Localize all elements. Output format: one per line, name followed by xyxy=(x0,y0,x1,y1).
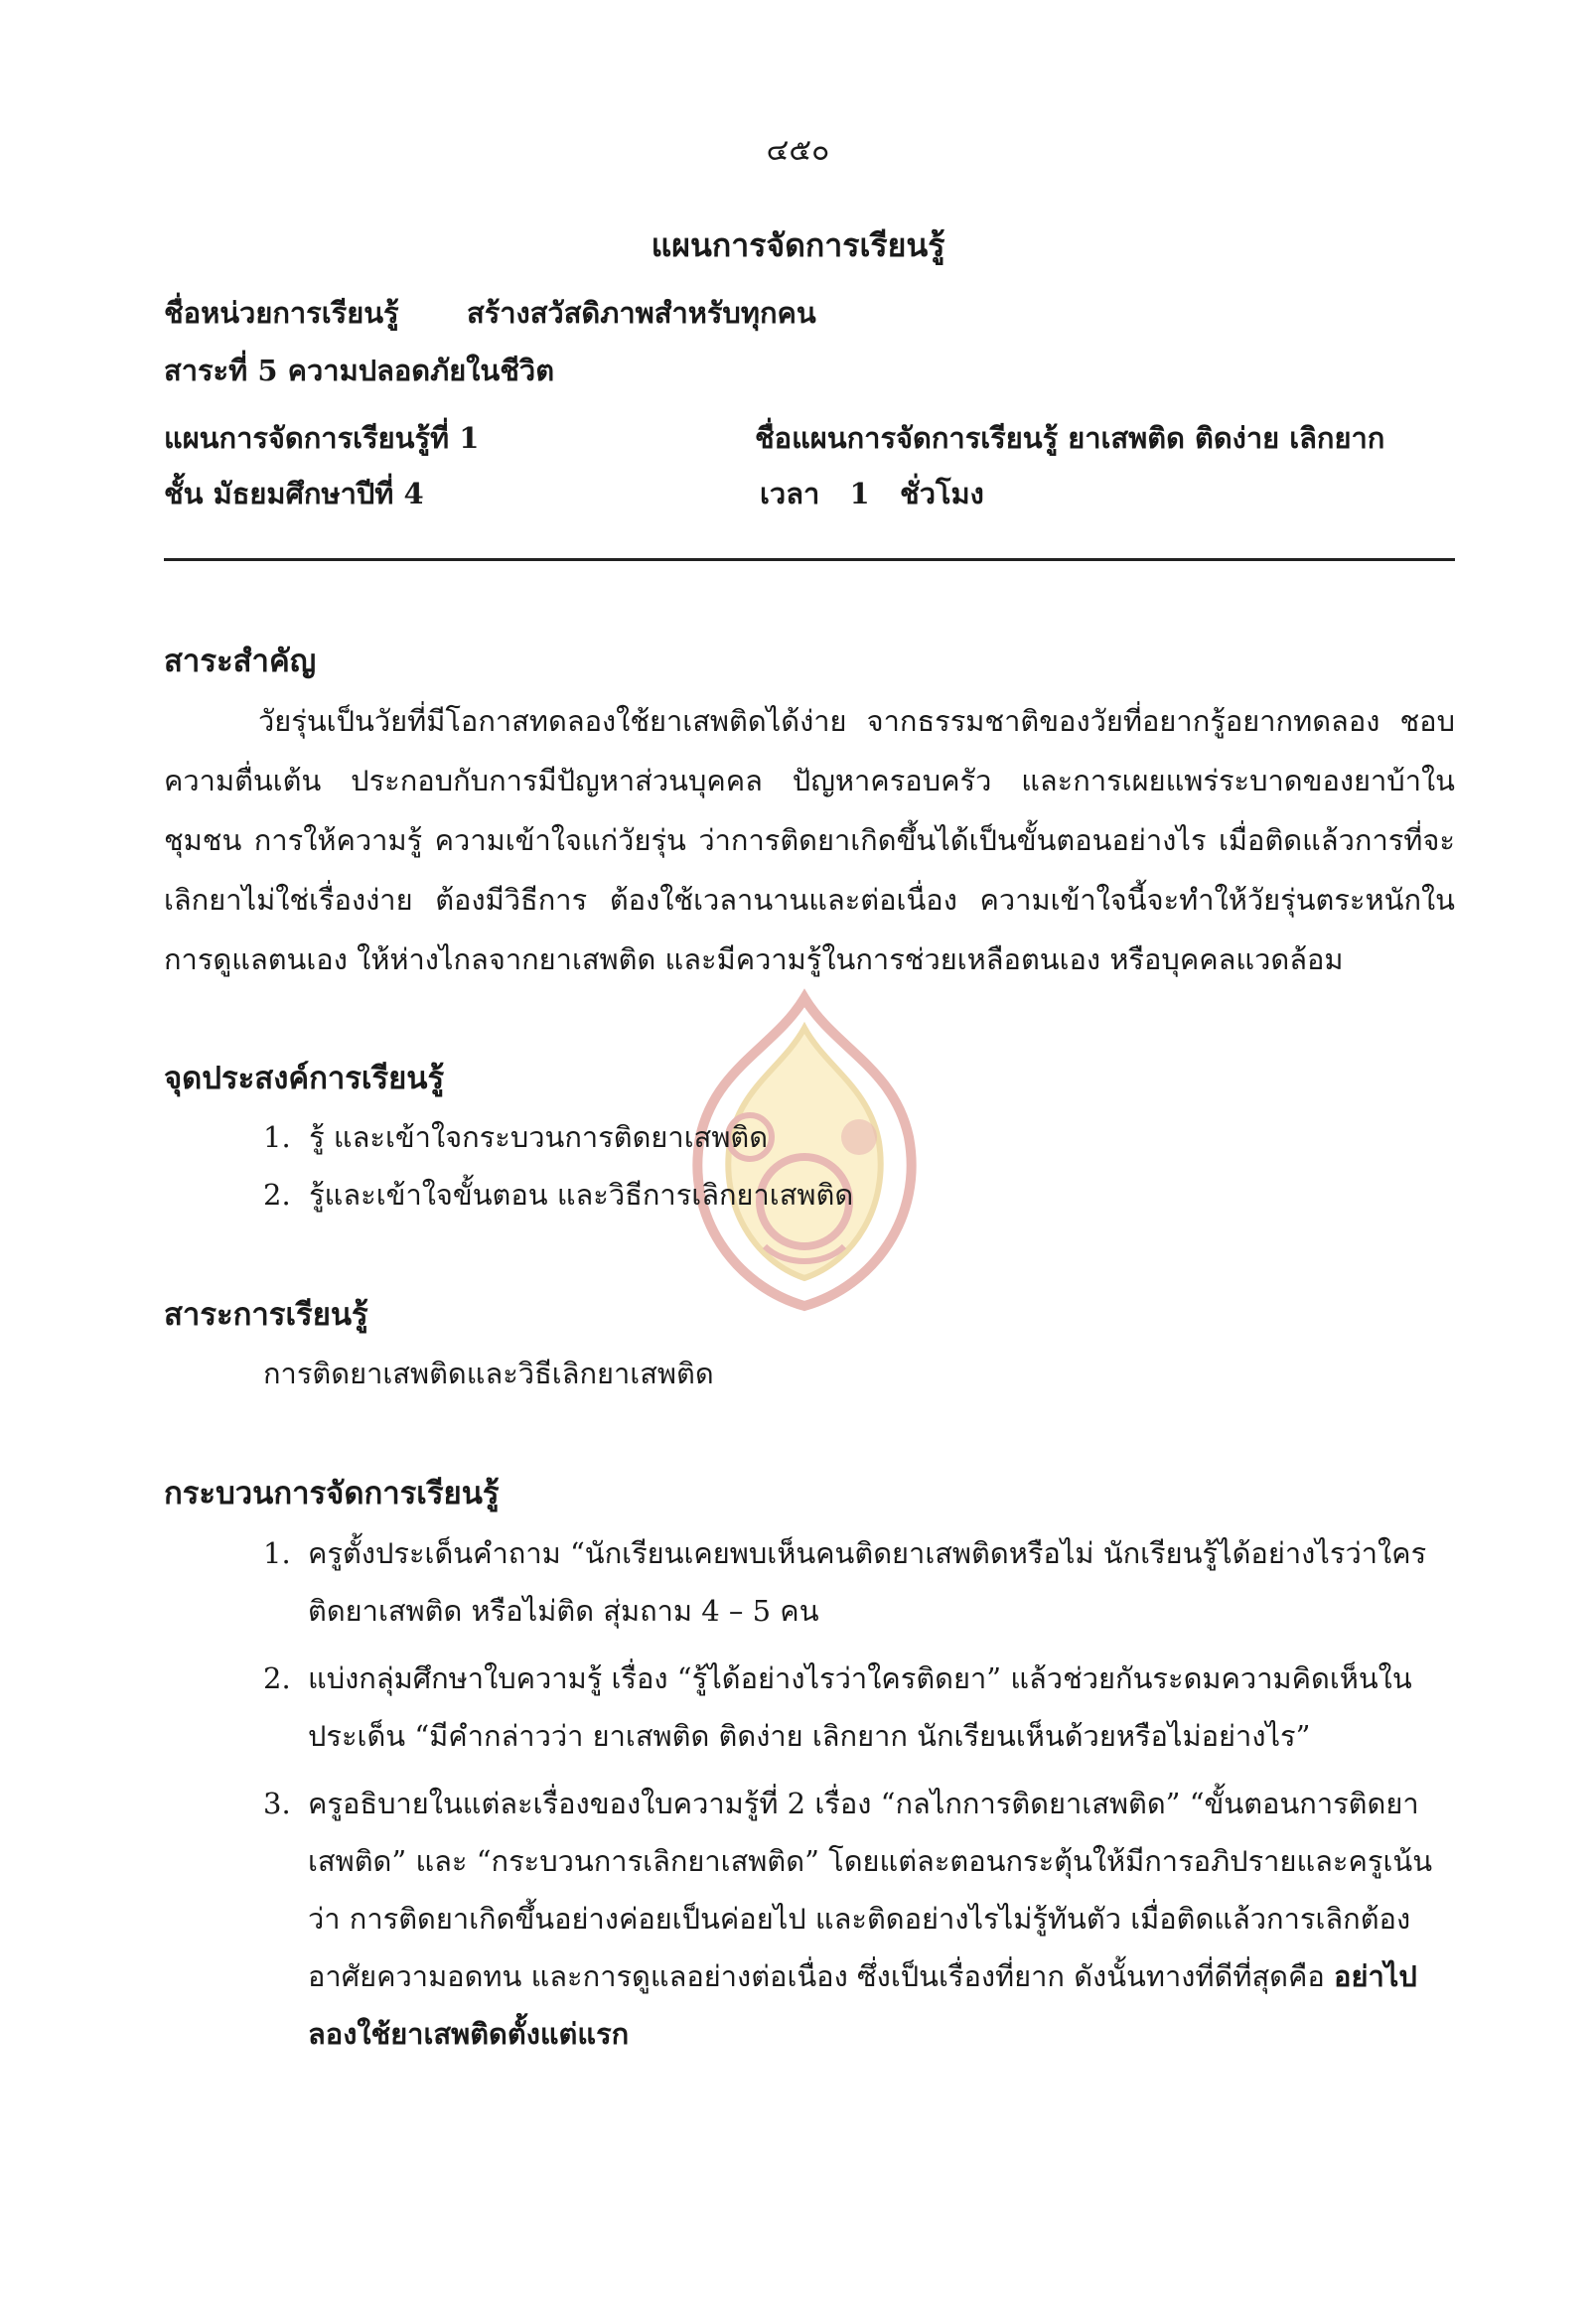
content-text: การติดยาเสพติดและวิธีเลิกยาเสพติด xyxy=(263,1357,714,1390)
process-item-text: ครูตั้งประเด็นคำถาม “นักเรียนเคยพบเห็นคนติดยาเสพติดหรือไม่ นักเรียนรู้ได้อย่างไรว่าใครติดยาเสพติด หรือไม่ติด สุ่มถาม 4 – 5 คน xyxy=(308,1536,1427,1628)
content-heading: สาระการเรียนรู้ xyxy=(164,1297,368,1333)
process-list xyxy=(263,1524,1455,2063)
unit-name: สร้างสวัสดิภาพสำหรับทุกคน xyxy=(467,296,816,330)
plan-name: ชื่อแผนการจัดการเรียนรู้ ยาเสพติด ติดง่าย เลิกยาก xyxy=(755,421,1385,455)
process-item-emphasis: อย่าไปลองใช้ยาเสพติดตั้งแต่แรก xyxy=(308,1959,1417,2051)
header-divider xyxy=(164,558,1455,561)
strand: สาระที่ 5 ความปลอดภัยในชีวิต xyxy=(164,354,555,387)
time: เวลา 1 ชั่วโมง xyxy=(760,477,984,510)
page-number: ๔๕๐ xyxy=(766,133,830,168)
page-title: แผนการจัดการเรียนรู้ xyxy=(651,226,945,264)
process-item-3 xyxy=(263,1775,1455,2063)
objective-item-1: 1. รู้ และเข้าใจกระบวนการติดยาเสพติด xyxy=(263,1120,769,1154)
key-concept-heading: สาระสำคัญ xyxy=(164,644,317,679)
objective-item-2: 2. รู้และเข้าใจขั้นตอน และวิธีการเลิกยาเสพติด xyxy=(263,1178,854,1212)
process-item-1 xyxy=(263,1524,1455,1640)
process-item-number: 2. xyxy=(263,1661,291,1695)
process-item-number: 3. xyxy=(263,1787,291,1820)
unit-label: ชื่อหน่วยการเรียนรู้ xyxy=(164,296,399,330)
grade: ชั้น มัธยมศึกษาปีที่ 4 xyxy=(164,477,424,510)
process-item-2 xyxy=(263,1650,1455,1765)
process-item-text: ครูอธิบายในแต่ละเรื่องของใบความรู้ที่ 2 เรื่อง “กลไกการติดยาเสพติด” “ขั้นตอนการติดยาเสพติด” และ “กระบวนการเลิกยาเสพติด” โดยแต่ละตอนกระตุ้นให้มีการอภิปรายและครูเน้นว่า การติดยาเกิดขึ้นอย่างค่อยเป็นค่อยไป และติดอย่างไรไม่รู้ทันตัว เมื่อติดแล้วการเลิกต้องอาศัยความอดทน และการดูแลอย่างต่อเนื่อง ซึ่งเป็นเรื่องที่ยาก ดังนั้นทางที่ดีที่สุดคือ xyxy=(308,1787,1433,1993)
key-concept-text: วัยรุ่นเป็นวัยที่มีโอกาสทดลองใช้ยาเสพติดได้ง่าย จากธรรมชาติของวัยที่อยากรู้อยากทดลอง ชอบความตื่นเต้น ประกอบกับการมีปัญหาส่วนบุคคล ปัญหาครอบครัว และการเผยแพร่ระบาดของยาบ้าในชุมชน การให้ความรู้ ความเข้าใจแก่วัยรุ่น ว่าการติดยาเกิดขึ้นได้เป็นขั้นตอนอย่างไร เมื่อติดแล้วการที่จะเลิกยาไม่ใช่เรื่องง่าย ต้องมีวิธีการ ต้องใช้เวลานานและต่อเนื่อง ความเข้าใจนี้จะทำให้วัยรุ่นตระหนักในการดูแลตนเอง ให้ห่างไกลจากยาเสพติด และมีความรู้ในการช่วยเหลือตนเอง หรือบุคคลแวดล้อม xyxy=(164,704,1455,976)
process-heading: กระบวนการจัดการเรียนรู้ xyxy=(164,1476,500,1511)
objectives-heading: จุดประสงค์การเรียนรู้ xyxy=(164,1061,445,1096)
process-item-number: 1. xyxy=(263,1536,291,1570)
plan-number: แผนการจัดการเรียนรู้ที่ 1 xyxy=(164,421,480,455)
key-concept-section xyxy=(164,691,1455,989)
process-item-text: แบ่งกลุ่มศึกษาใบความรู้ เรื่อง “รู้ได้อย่างไรว่าใครติดยา” แล้วช่วยกันระดมความคิดเห็นในประเด็น “มีคำกล่าวว่า ยาเสพติด ติดง่าย เลิกยาก นักเรียนเห็นด้วยหรือไม่อย่างไร” xyxy=(308,1661,1412,1753)
